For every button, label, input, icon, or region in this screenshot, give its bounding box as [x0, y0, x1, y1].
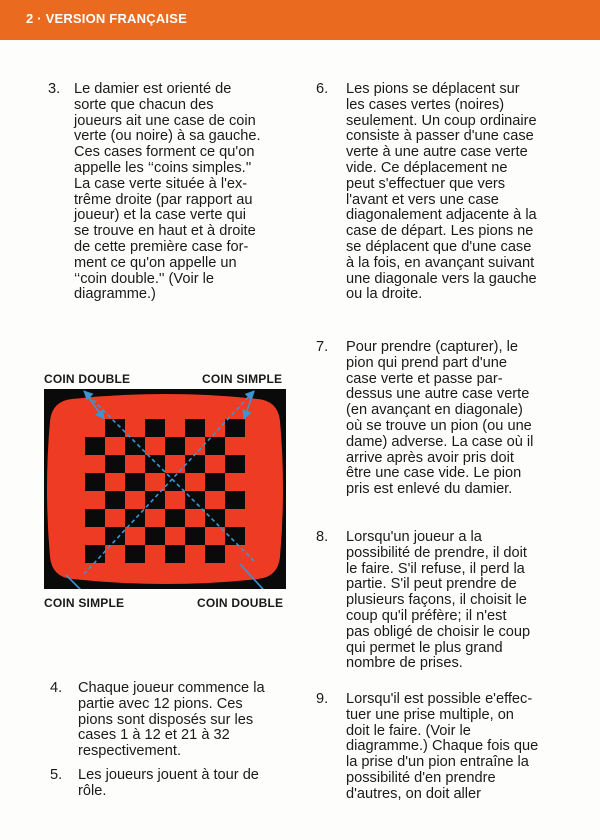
paragraph-number: 6.	[316, 81, 329, 97]
board-square	[165, 545, 185, 563]
board-square	[145, 455, 165, 473]
board-square	[145, 491, 165, 509]
board-square	[185, 455, 205, 473]
paragraph-number: 9.	[316, 691, 329, 707]
paragraph-text: Lorsqu'il est possible e'effec- tuer une prise multiple, on doit le faire. (Voir le diagramme.) Chaque fois que la prise d'un pion entraîne la possibilité d'en prendre d'autres, on doit aller	[346, 691, 539, 802]
page-header	[0, 0, 600, 40]
paragraph-number: 4.	[50, 680, 63, 696]
header-title: 2 · VERSION FRANÇAISE	[26, 11, 187, 26]
paragraph-number: 7.	[316, 339, 329, 355]
paragraph-number: 3.	[48, 81, 61, 97]
board-square	[165, 509, 185, 527]
board-square	[85, 437, 105, 455]
board-square	[105, 527, 125, 545]
label-coin-double-bottom: COIN DOUBLE	[197, 596, 284, 610]
board-square	[105, 455, 125, 473]
board-square	[205, 545, 225, 563]
board-square	[185, 527, 205, 545]
board-square	[125, 545, 145, 563]
board-square	[85, 545, 105, 563]
board-square	[185, 491, 205, 509]
label-coin-simple-top: COIN SIMPLE	[202, 372, 283, 386]
paragraph-text: Les pions se déplacent sur les cases vertes (noires) seulement. Un coup ordinaire consiste à passer d'une case verte à une autre case verte vide. Ce déplacement ne peut s'effectuer que vers l'avant et vers une case diagonalement adjacente à la case de départ. Les pions ne se déplacent que d'une case à la fois, en avançant suivant une diagonale vers la gauche ou la droite.	[346, 81, 537, 303]
board-square	[205, 509, 225, 527]
paragraph-text: Chaque joueur commence la partie avec 12 pions. Ces pions sont disposés sur les cases 1 à 12 et 21 à 32 respectivement.	[78, 680, 265, 760]
board-square	[225, 491, 245, 509]
label-coin-simple-bottom: COIN SIMPLE	[44, 596, 125, 610]
paragraph-number: 5.	[50, 767, 63, 783]
board-square	[225, 419, 245, 437]
board-square	[85, 473, 105, 491]
board-square	[225, 455, 245, 473]
board-square	[185, 419, 205, 437]
board-square	[125, 473, 145, 491]
paragraph-text: Le damier est orienté de sorte que chacun des joueurs ait une case de coin verte (ou noire) à sa gauche. Ces cases forment ce qu'on appelle les ‘‘coins simples.'' La case verte située à l'ex- trême droite (par rapport au joueur) et la case verte qui se trouve en haut et à droite de cette première case for- ment ce qu'on appelle un ‘‘coin double.'' (Voir le diagramme.)	[74, 81, 261, 303]
paragraph-number: 8.	[316, 529, 329, 545]
board-square	[205, 473, 225, 491]
board-square	[165, 437, 185, 455]
paragraph-text: Les joueurs jouent à tour de rôle.	[78, 767, 259, 799]
label-coin-double-top: COIN DOUBLE	[44, 372, 131, 386]
board-square	[105, 491, 125, 509]
board-square	[145, 527, 165, 545]
board-square	[125, 437, 145, 455]
board-square	[145, 419, 165, 437]
paragraph-text: Pour prendre (capturer), le pion qui prend part d'une case verte et passe par- dessus une autre case verte (en avançant en diagonale) où se trouve un pion (ou une dame) adverse. La case où il arrive après avoir pris doit être une case vide. Le pion pris est enlevé du damier.	[346, 339, 534, 498]
board-square	[85, 509, 105, 527]
paragraph-text: Lorsqu'un joueur a la possibilité de prendre, il doit le faire. S'il refuse, il perd la partie. S'il peut prendre de plusieurs façons, il choisit le coup qu'il préfère; il n'est pas obligé de choisir le coup qui permet le plus grand nombre de prises.	[346, 529, 531, 672]
checkerboard-diagram	[44, 389, 286, 589]
